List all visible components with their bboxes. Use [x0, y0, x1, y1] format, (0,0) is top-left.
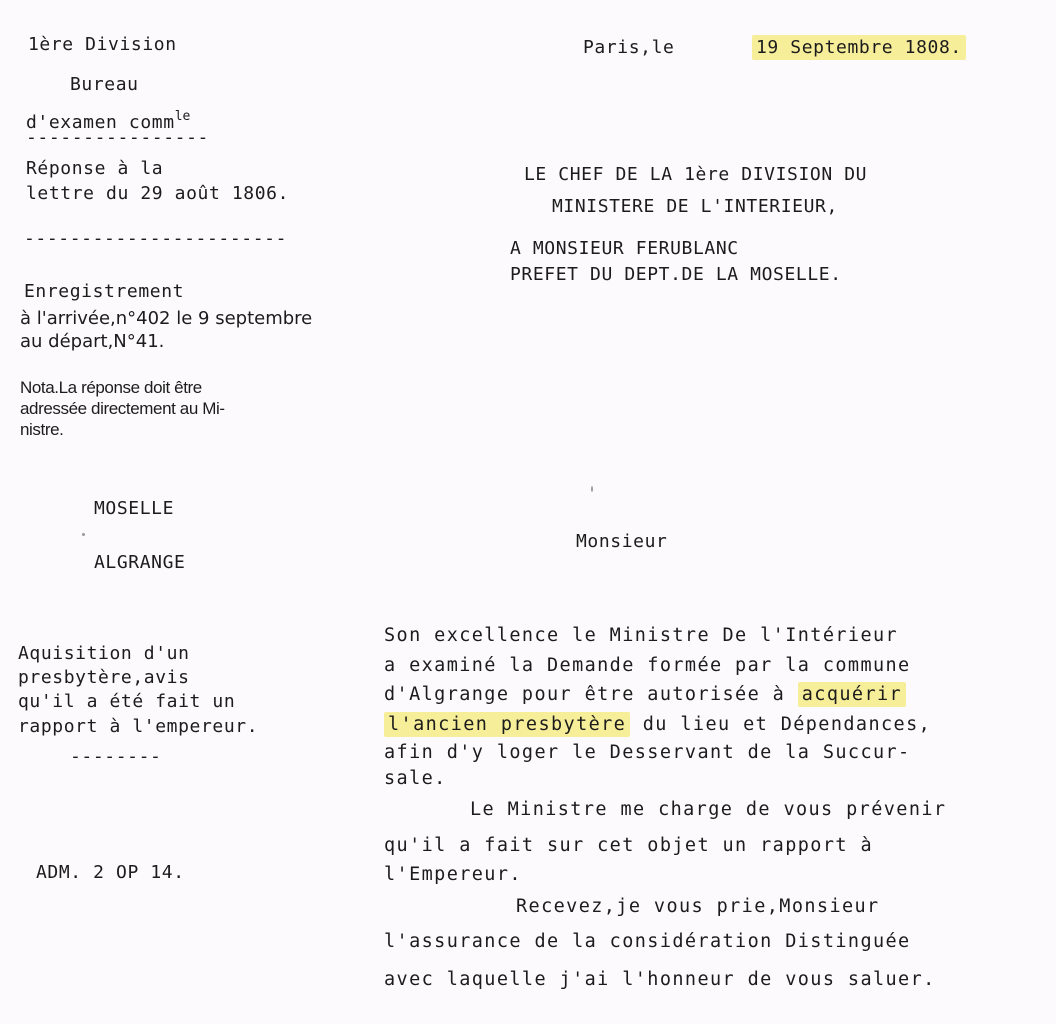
body-line-8: qu'il a fait sur cet objet un rapport à	[384, 835, 873, 856]
recipient-line-2: PREFET DU DEPT.DE LA MOSELLE.	[510, 264, 842, 285]
nota-line-3: nistre.	[20, 420, 64, 439]
department-label: MOSELLE	[94, 498, 175, 519]
division-label: 1ère Division	[28, 34, 177, 55]
body-line-10: Recevez,je vous prie,Monsieur	[516, 896, 880, 917]
place-label: Paris,le	[583, 37, 675, 58]
subject-line-4: rapport à l'empereur.	[18, 716, 259, 737]
date-label	[752, 39, 966, 57]
subject-line-1: Aquisition d'un	[18, 643, 190, 664]
body-line-3-text: d'Algrange pour être autorisée à	[384, 684, 798, 705]
subject-line-3: qu'il a été fait un	[18, 691, 236, 712]
date-highlight: 19 Septembre 1808.	[752, 35, 966, 60]
body-line-2: a examiné la Demande formée par la commune	[384, 655, 911, 676]
body-line-4-text: du lieu et Dépendances,	[630, 714, 932, 735]
body-line-12: avec laquelle j'ai l'honneur de vous saluer.	[384, 969, 936, 990]
nota-line-2: adressée directement au Mi-	[20, 399, 225, 418]
body-line-6: sale.	[384, 768, 447, 789]
body-line-3	[384, 686, 906, 705]
highlight-presbytere: l'ancien presbytère	[384, 712, 630, 737]
body-line-1: Son excellence le Ministre De l'Intérieur	[384, 625, 899, 646]
divider-rule: -----------------------	[24, 228, 288, 249]
body-line-4	[384, 716, 931, 735]
registration-arrival: à l'arrivée,n°402 le 9 septembre	[20, 308, 313, 329]
paper-speck	[82, 533, 85, 536]
sender-line-2: MINISTERE DE L'INTERIEUR,	[552, 196, 838, 217]
salutation: Monsieur	[576, 531, 668, 552]
archive-reference: ADM. 2 OP 14.	[36, 862, 185, 883]
registration-departure: au départ,N°41.	[20, 331, 165, 352]
body-line-5: afin d'y loger le Desservant de la Succur-	[384, 742, 911, 763]
divider-rule: ----------------	[26, 127, 209, 148]
body-line-7: Le Ministre me charge de vous prévenir	[470, 799, 947, 820]
highlight-acquerir: acquérir	[798, 682, 906, 707]
sender-line-1: LE CHEF DE LA 1ère DIVISION DU	[524, 164, 868, 185]
bureau-examen-text: d'examen comm	[26, 112, 175, 133]
reply-line-2: lettre du 29 août 1806.	[26, 183, 290, 204]
bureau-examen-superscript: le	[174, 109, 191, 124]
recipient-line-1: A MONSIEUR FERUBLANC	[510, 238, 739, 259]
body-line-9: l'Empereur.	[384, 864, 522, 885]
subject-line-2: presbytère,avis	[18, 667, 190, 688]
subject-rule: --------	[70, 746, 162, 767]
commune-label: ALGRANGE	[94, 552, 186, 573]
nota-line-1: Nota.La réponse doit être	[20, 378, 202, 397]
registration-title: Enregistrement	[24, 281, 185, 302]
reply-line-1: Réponse à la	[26, 158, 164, 179]
paper-speck	[591, 486, 593, 492]
bureau-label: Bureau	[70, 74, 139, 95]
body-line-11: l'assurance de la considération Distinguée	[384, 931, 911, 952]
